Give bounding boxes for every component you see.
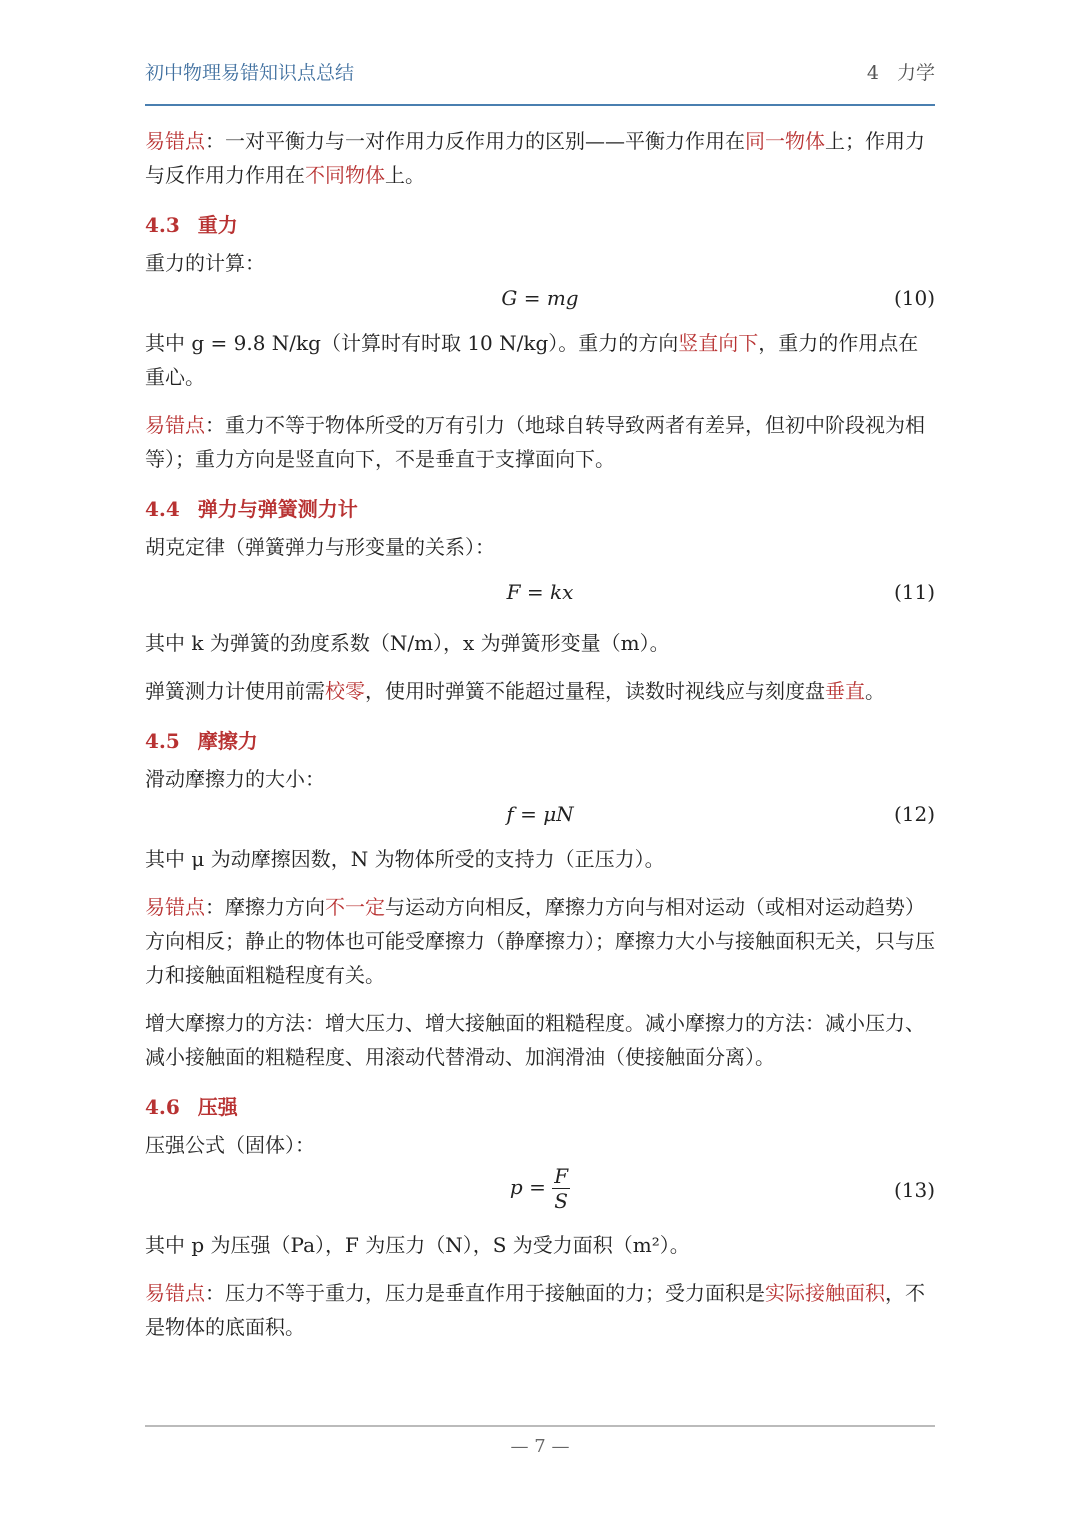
footer-rule [145,1425,935,1427]
section-heading-gravity [145,210,935,240]
section-number: 4.4 [145,497,180,521]
note-label: 易错点 [145,413,205,437]
equation-number: (12) [893,802,935,826]
highlight: 竖直向下 [678,331,759,355]
paragraph-text: ，重力的作用点在重心。 [145,331,919,389]
section-title: 弹力与弹簧测力计 [197,497,358,521]
hooke-intro: 胡克定律（弹簧弹力与形变量的关系）： [145,535,495,559]
chapter-number: 4 [866,62,879,84]
document-title: 初中物理易错知识点总结 [145,62,355,84]
section-title: 重力 [197,213,238,237]
equation-lhs: p = [509,1175,546,1199]
equation-body: f = μN [506,802,574,826]
pressure-description: 其中 p 为压强（Pa），F 为压力（N），S 为受力面积（m²）。 [145,1233,690,1257]
equation-11 [145,576,935,614]
note-label: 易错点 [145,1281,205,1305]
equation-body: G = mg [501,286,579,310]
note-text: ：重力不等于物体所受的万有引力（地球自转导致两者有差异，但初中阶段视为相等）；重力方向是竖直向下，不是垂直于支撑面向下。 [145,413,925,471]
highlight: 不同物体 [305,163,385,187]
equation-10 [145,282,935,320]
section-title: 摩擦力 [197,729,258,753]
note-text: ，不是物体的底面积。 [145,1281,925,1339]
equation-number: (13) [893,1178,935,1202]
highlight: 校零 [325,679,365,703]
section-number: 4.3 [145,213,180,237]
hooke-description: 其中 k 为弹簧的劲度系数（N/m），x 为弹簧形变量（m）。 [145,631,670,655]
section-heading-elastic [145,494,935,524]
note-text: 与运动方向相反，摩擦力方向与相对运动（或相对运动趋势）方向相反；静止的物体也可能受摩擦力（静摩擦力）；摩擦力大小与接触面积无关，只与压力和接触面粗糙程度有关。 [145,895,935,987]
note-label: 易错点 [145,895,205,919]
chapter-label [867,58,935,85]
friction-intro: 滑动摩擦力的大小： [145,767,325,791]
note-pressure [145,1276,935,1344]
equation-13 [145,1164,935,1222]
note-text: ：摩擦力方向 [205,895,325,919]
section-heading-friction [145,726,935,756]
section-title: 压强 [197,1095,238,1119]
highlight: 不一定 [325,895,385,919]
note-text: ：压力不等于重力，压力是垂直作用于接触面的力；受力面积是 [205,1281,765,1305]
note-text: 上；作用力与反作用力作用在 [145,129,925,187]
highlight: 实际接触面积 [765,1281,885,1305]
equation-body: F = kx [506,580,574,604]
gravity-description [145,326,935,394]
page-header [145,52,935,106]
friction-methods: 增大摩擦力的方法：增大压力、增大接触面的粗糙程度。减小摩擦力的方法：减小压力、减小接触面的粗糙程度、用滚动代替滑动、加润滑油（使接触面分离）。 [145,1011,925,1069]
note-label: 易错点 [145,129,205,153]
equation-number: (10) [893,286,935,310]
equation-12 [145,798,935,836]
highlight: 同一物体 [745,129,825,153]
equation-body [145,1164,935,1213]
pressure-intro: 压强公式（固体）： [145,1133,315,1157]
fraction-numerator: F [554,1164,569,1188]
paragraph-text: 。 [865,679,885,703]
section-heading-pressure [145,1092,935,1122]
note-text: ：一对平衡力与一对作用力反作用力的区别——平衡力作用在 [205,129,745,153]
section-number: 4.5 [145,729,180,753]
paragraph-text: 其中 g = 9.8 N/kg（计算时有时取 10 N/kg）。重力的方向 [145,331,679,355]
equation-number: (11) [893,580,935,604]
paragraph-text: ，使用时弹簧不能超过量程，读数时视线应与刻度盘 [365,679,825,703]
note-friction [145,890,935,992]
spring-scale-usage [145,674,935,708]
page-number: — 7 — [510,1436,570,1457]
page-content [145,124,935,1358]
highlight: 垂直 [825,679,865,703]
chapter-name: 力学 [896,62,935,84]
paragraph-text: 弹簧测力计使用前需 [145,679,325,703]
section-number: 4.6 [145,1095,180,1119]
note-gravity [145,408,935,476]
fraction [552,1164,570,1213]
gravity-intro: 重力的计算： [145,251,265,275]
note-balance-forces [145,124,935,192]
friction-description: 其中 μ 为动摩擦因数，N 为物体所受的支持力（正压力）。 [145,847,665,871]
note-text: 上。 [385,163,425,187]
fraction-denominator: S [554,1189,568,1213]
